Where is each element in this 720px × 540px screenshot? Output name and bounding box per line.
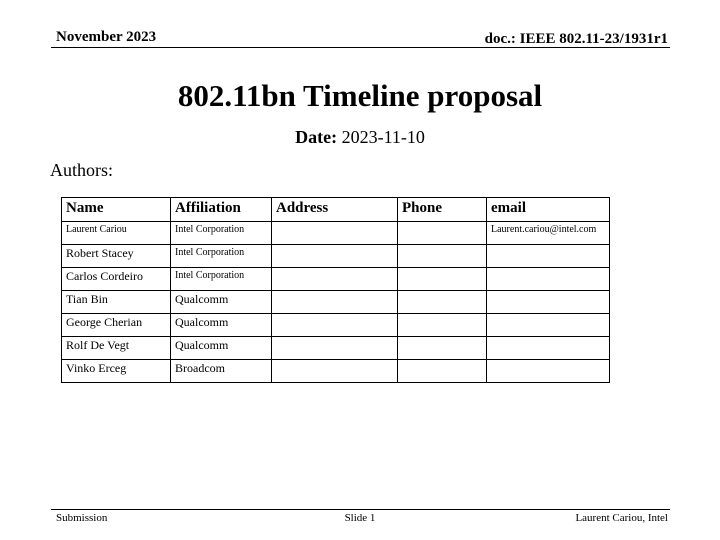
header-divider xyxy=(51,47,670,48)
author-name: Carlos Cordeiro xyxy=(62,268,171,291)
table-row xyxy=(62,291,610,314)
author-name: Robert Stacey xyxy=(62,245,171,268)
author-email xyxy=(487,360,610,383)
author-address xyxy=(272,291,398,314)
author-email xyxy=(487,291,610,314)
table-row xyxy=(62,245,610,268)
author-name: Rolf De Vegt xyxy=(62,337,171,360)
header-date: November 2023 xyxy=(56,29,157,45)
header-doc-id: doc.: IEEE 802.11-23/1931r1 xyxy=(484,31,668,47)
date-line xyxy=(0,127,720,148)
author-phone xyxy=(398,360,487,383)
author-affiliation: Broadcom xyxy=(171,360,272,383)
footer-divider xyxy=(51,509,670,510)
author-address xyxy=(272,222,398,245)
column-header-address: Address xyxy=(272,198,398,222)
date-value: 2023-11-10 xyxy=(341,127,425,147)
author-address xyxy=(272,360,398,383)
footer-slide-number: Slide 1 xyxy=(344,512,376,524)
table-row xyxy=(62,360,610,383)
author-phone xyxy=(398,291,487,314)
author-phone xyxy=(398,268,487,291)
author-email xyxy=(487,314,610,337)
author-address xyxy=(272,268,398,291)
author-phone xyxy=(398,245,487,268)
author-email: Laurent.cariou@intel.com xyxy=(487,222,610,245)
author-phone xyxy=(398,314,487,337)
authors-label: Authors: xyxy=(50,160,113,180)
column-header-email: email xyxy=(487,198,610,222)
author-name: Vinko Erceg xyxy=(62,360,171,383)
author-name: Laurent Cariou xyxy=(62,222,171,245)
author-affiliation: Intel Corporation xyxy=(171,268,272,291)
author-affiliation: Intel Corporation xyxy=(171,245,272,268)
table-header-row xyxy=(62,198,610,222)
author-phone xyxy=(398,337,487,360)
author-email xyxy=(487,245,610,268)
author-affiliation: Intel Corporation xyxy=(171,222,272,245)
author-affiliation: Qualcomm xyxy=(171,337,272,360)
date-label: Date: xyxy=(295,127,338,147)
author-address xyxy=(272,245,398,268)
authors-table xyxy=(61,197,610,383)
author-name: George Cherian xyxy=(62,314,171,337)
table-row xyxy=(62,337,610,360)
column-header-phone: Phone xyxy=(398,198,487,222)
author-name: Tian Bin xyxy=(62,291,171,314)
footer-submission: Submission xyxy=(56,512,108,524)
author-address xyxy=(272,337,398,360)
author-affiliation: Qualcomm xyxy=(171,314,272,337)
column-header-name: Name xyxy=(62,198,171,222)
table-row xyxy=(62,222,610,245)
column-header-affiliation: Affiliation xyxy=(171,198,272,222)
author-affiliation: Qualcomm xyxy=(171,291,272,314)
author-address xyxy=(272,314,398,337)
footer-author: Laurent Cariou, Intel xyxy=(575,512,668,524)
table-row xyxy=(62,314,610,337)
slide-title: 802.11bn Timeline proposal xyxy=(177,78,543,113)
author-email xyxy=(487,268,610,291)
table-row xyxy=(62,268,610,291)
author-email xyxy=(487,337,610,360)
author-phone xyxy=(398,222,487,245)
